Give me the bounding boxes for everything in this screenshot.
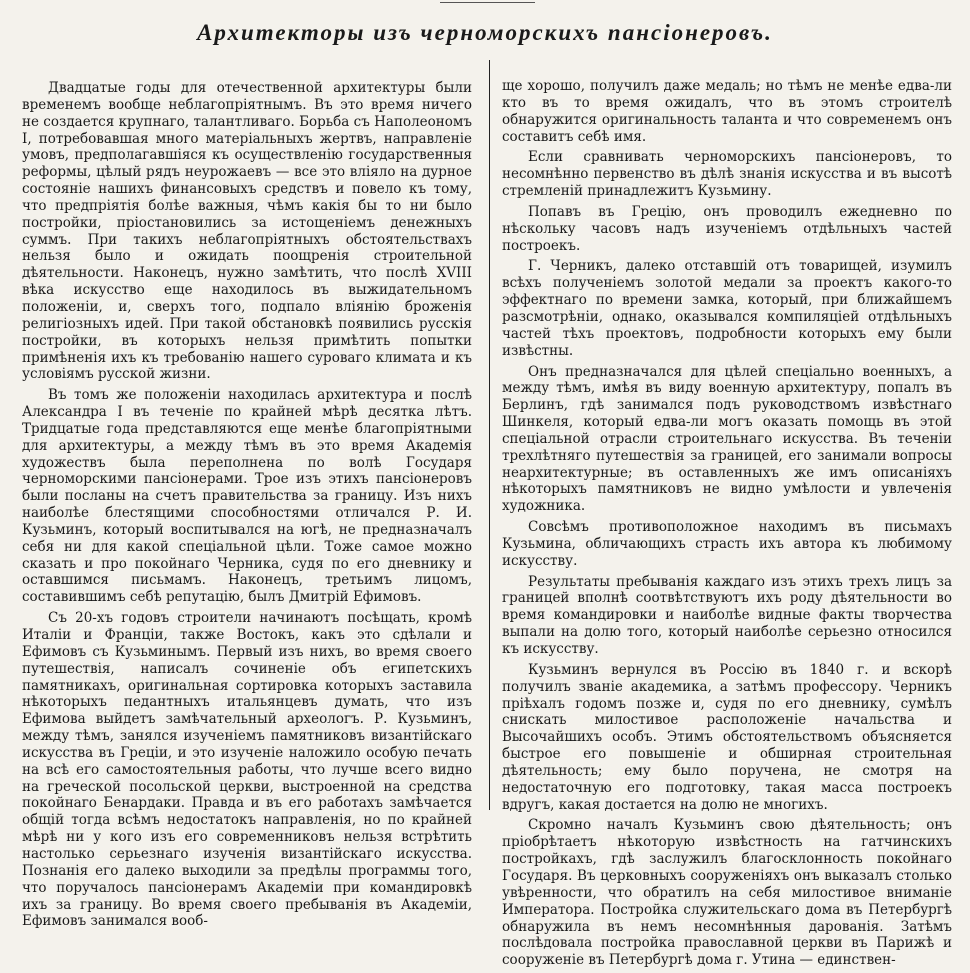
top-rule <box>440 2 535 3</box>
paragraph: Скромно началъ Кузьминъ свою дѣятельность; онъ пріобрѣтаетъ нѣкоторую извѣстность на гатчинскихъ постройкахъ, гдѣ заслужилъ благосклонность покойнаго Государя. Въ церковныхъ сооруженіяхъ онъ выказалъ столько увѣренности, что обратилъ на себя милостивое вниманіе Императора. Постройка служительскаго дома въ Петербургѣ обнаружила въ немъ несомнѣнныя дарованія. Затѣмъ послѣдовала постройка православной церкви въ Парижѣ и сооруженіе въ Петербургѣ дома г. Утина — единствен- <box>502 817 952 969</box>
paragraph: Результаты пребыванія каждаго изъ этихъ трехъ лицъ за границей вполнѣ соотвѣтствуютъ ихъ роду дѣятельности во время командировки и наиболѣе видные факты творчества выпали на долю того, который наиболѣе серьезно относился къ искусству. <box>502 573 952 657</box>
left-column <box>22 80 472 934</box>
paragraph: Совсѣмъ противоположное находимъ въ письмахъ Кузьмина, обличающихъ страсть ихъ автора къ любимому искусству. <box>502 519 952 569</box>
paragraph: Г. Черникъ, далеко отставшій отъ товарищей, изумилъ всѣхъ полученіемъ золотой медали за проектъ какого-то эффектнаго по времени замка, который, при ближайшемъ разсмотрѣніи, однако, оказывался компиляціей отдѣльныхъ частей тѣхъ проектовъ, подробности которыхъ ему были извѣстны. <box>502 258 952 359</box>
paragraph: Попавъ въ Грецію, онъ проводилъ ежедневно по нѣскольку часовъ надъ изученіемъ отдѣльныхъ частей построекъ. <box>502 203 952 254</box>
paragraph: Съ 20-хъ годовъ строители начинаютъ посѣщать, кромѣ Италіи и Франціи, также Востокъ, какъ это сдѣлали и Ефимовъ съ Кузьминымъ. Первый изъ нихъ, во время своего путешествія, написалъ сочиненіе объ египетскихъ памятникахъ, оригинальная сортировка которыхъ заставила нѣкоторыхъ педантныхъ итальянцевъ думать, что изъ Ефимова выйдетъ замѣчательный археологъ. Р. Кузьминъ, между тѣмъ, занялся изученіемъ памятниковъ византійскаго искусства въ Греціи, и это изученіе наложило особую печать на всѣ его самостоятельныя работы, что лучше всего видно на греческой посольской церкви, выстроенной на средства покойнаго Бенардаки. Правда и въ его работахъ замѣчается общій тогда всѣмъ недостатокъ направленія, но по крайней мѣрѣ ни у кого изъ его современниковъ нельзя встрѣтить настолько серьезнаго изученія византійскаго искусства. Познанія его далеко выходили за предѣлы программы того, что поручалось пансіонерамъ Академіи при командировкѣ ихъ за границу. Во время своего пребыванія въ Академіи, Ефимовъ занимался вооб- <box>22 610 472 930</box>
right-column <box>502 78 952 973</box>
paragraph: Кузьминъ вернулся въ Россію въ 1840 г. и вскорѣ получилъ званіе академика, а затѣмъ профессору. Черникъ пріѣхалъ годомъ позже и, судя по его дневнику, сумѣлъ снискать милостивое расположеніе начальства и Высочайшихъ особъ. Этимъ обстоятельствомъ объясняется быстрое его повышеніе и обширная строительная дѣятельность; ему было поручена, не смотря на недостаточную его подготовку, такая масса построекъ вдругъ, какая достается на долю не многихъ. <box>502 661 952 813</box>
column-divider <box>489 60 490 810</box>
paragraph: Въ томъ же положеніи находилась архитектура и послѣ Александра I въ теченіе по крайней мѣрѣ десятка лѣтъ. Тридцатые года представляются еще менѣе благопріятными для архитектуры, а между тѣмъ въ это время Академія художествъ была переполнена по волѣ Государя черноморскими пансіонерами. Трое изъ этихъ пансіонеровъ были посланы на счетъ правительства за границу. Изъ нихъ наиболѣе блестящими способностями отличался Р. И. Кузьминъ, который воспитывался на югѣ, не предназначалъ себя ни для какой спеціальной цѣли. Тоже самое можно сказать и про покойнаго Черника, судя по его дневнику и оставшимся письмамъ. Наконецъ, третьимъ лицомъ, составившимъ себѣ репутацію, былъ Дмитрій Ефимовъ. <box>22 387 472 606</box>
page-title: Архитекторы изъ черноморскихъ пансіонеровъ. <box>197 20 773 45</box>
paragraph: ще хорошо, получилъ даже медаль; но тѣмъ не менѣе едва-ли кто въ то время ожидалъ, что въ этомъ строителѣ обнаружится оригинальность таланта и что современемъ онъ составитъ себѣ имя. <box>502 78 952 145</box>
paragraph: Онъ предназначался для цѣлей спеціально военныхъ, а между тѣмъ, имѣя въ виду военную архитектуру, попалъ въ Берлинъ, гдѣ занимался подъ руководствомъ извѣстнаго Шинкеля, который едва-ли могъ оказать помощь въ этой спеціальной отрасли строительнаго искусства. Въ теченіи трехлѣтняго путешествія за границей, его занимали вопросы неархитектурные; въ оставленныхъ же имъ описаніяхъ нѣкоторыхъ памятниковъ не видно умѣлости и увлеченія художника. <box>502 363 952 515</box>
paragraph: Двадцатые годы для отечественной архитектуры были временемъ вообще неблагопріятнымъ. Въ это время ничего не создается крупнаго, талантливаго. Борьба съ Наполеономъ I, потребовавшая много матеріальныхъ жертвъ, направленіе умовъ, предполагавшіяся къ осуществленію государственныя реформы, цѣлый рядъ неурожаевъ — все это вліяло на дурное состояніе нашихъ финансовыхъ средствъ и повело къ тому, что предпріятія болѣе важныя, чѣмъ какія бы то ни было постройки, пріостановились за истощеніемъ денежныхъ суммъ. При такихъ неблагопріятныхъ обстоятельствахъ нельзя было и ожидать поощренія строительной дѣятельности. Наконецъ, нужно замѣтить, что послѣ XVIII вѣка искусство еще находилось въ выжидательномъ положеніи, и, сверхъ того, подпало вліянію броженія религіозныхъ идей. При такой обстановкѣ появились русскія постройки, въ которыхъ нельзя примѣтить попытки примѣненія ихъ къ требованію нашего суроваго климата и къ условіямъ русской жизни. <box>22 80 472 383</box>
paragraph: Если сравнивать черноморскихъ пансіонеровъ, то несомнѣнно первенство въ дѣлѣ знанія искусства и въ высотѣ стремленій принадлежитъ Кузьмину. <box>502 149 952 200</box>
